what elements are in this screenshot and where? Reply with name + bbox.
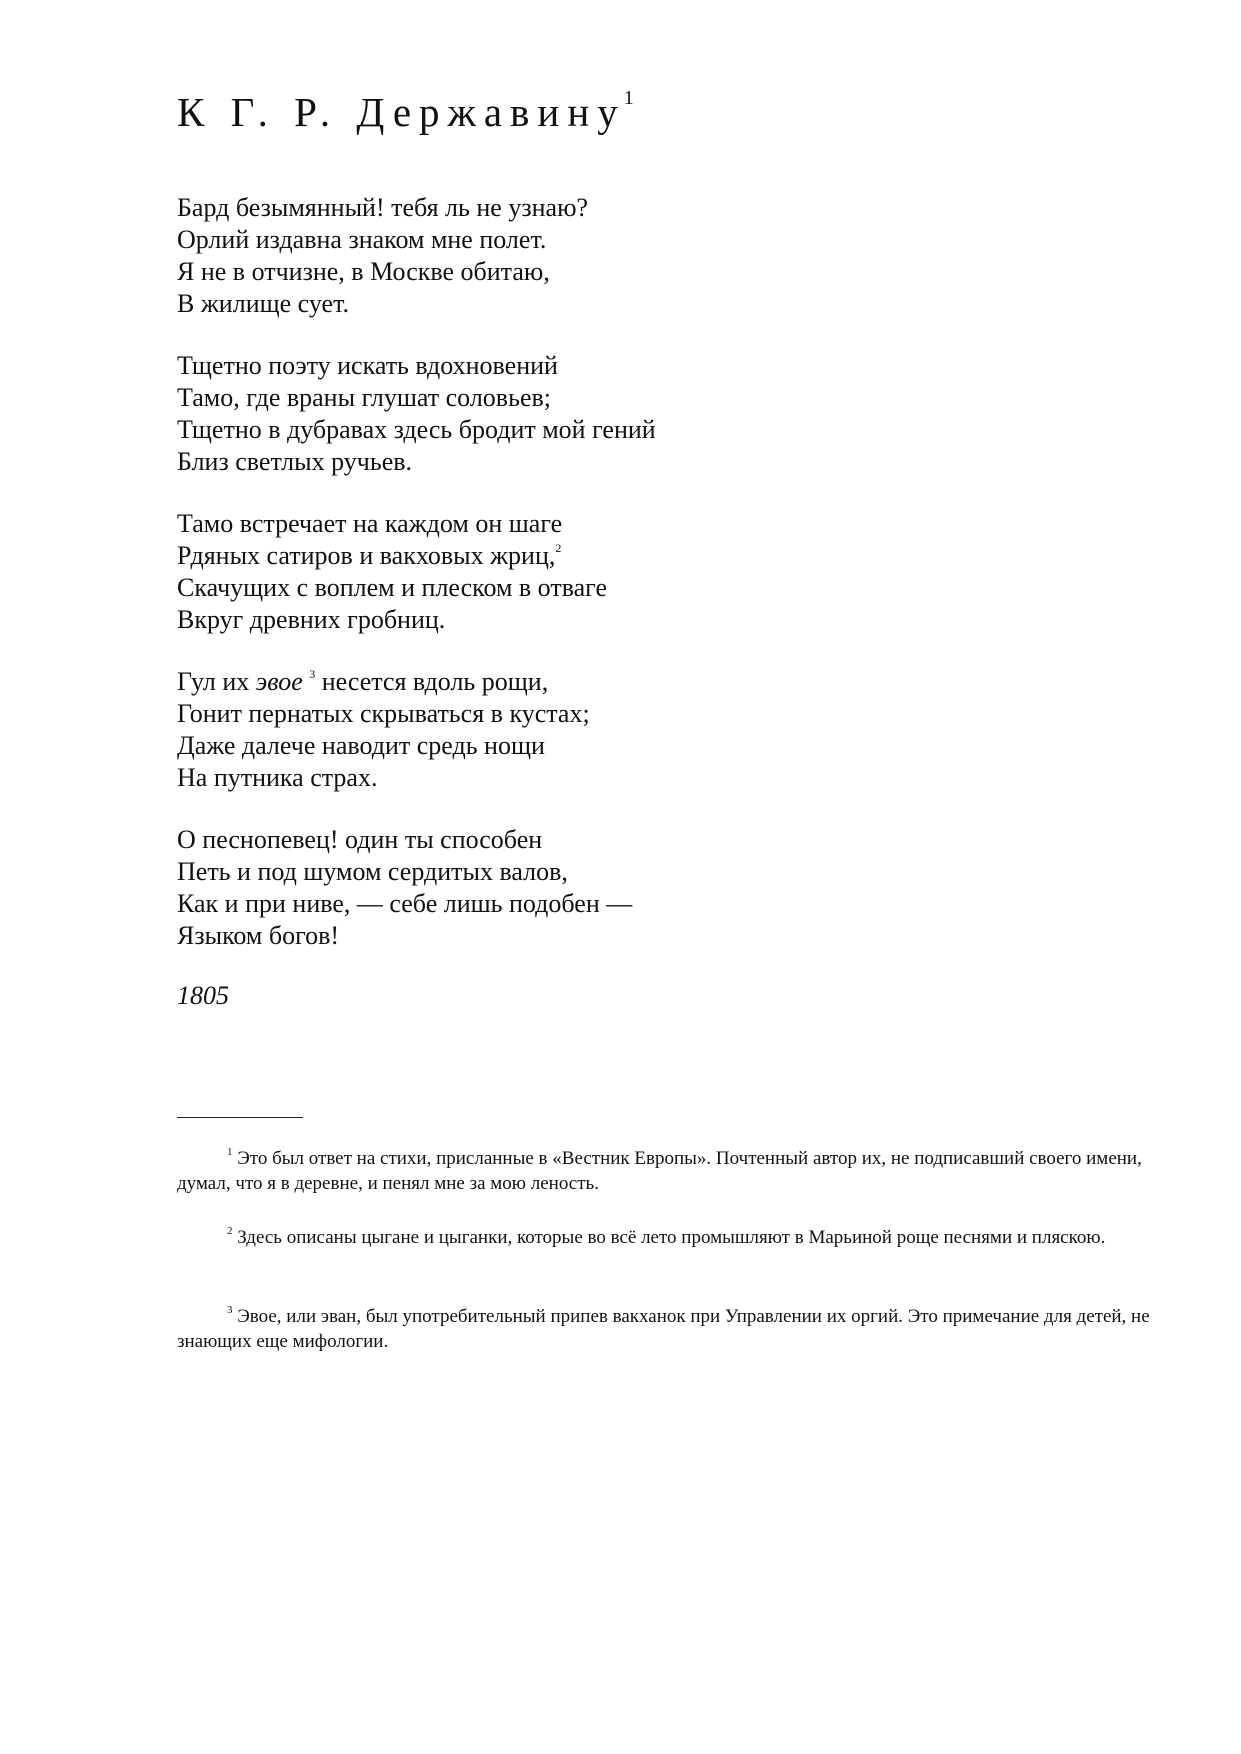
stanza-1 — [177, 192, 588, 320]
verse-line-text: Рдяных сатиров и вакховых жриц, — [177, 541, 556, 570]
verse-line-text: несется вдоль рощи, — [321, 667, 549, 696]
poem-title — [177, 88, 634, 133]
verse-line: Языком богов! — [177, 921, 340, 950]
verse-line: Даже далече наводит средь нощи — [177, 731, 545, 760]
footnote-number: 3 — [227, 1304, 233, 1316]
verse-line: Тщетно поэту искать вдохновений — [177, 351, 558, 380]
verse-line: Близ светлых ручьев. — [177, 447, 413, 476]
footnote-1 — [177, 1146, 1152, 1196]
stanza-3 — [177, 508, 607, 636]
footnote-ref-2[interactable]: 2 — [555, 541, 562, 555]
verse-line — [177, 540, 607, 572]
footnote-text: Это был ответ на стихи, присланные в «Вестник Европы». Почтенный автор их, не подписавший своего имени, думал, что я в деревне, и пенял мне за мою леность. — [177, 1148, 1142, 1194]
verse-line: На путника страх. — [177, 763, 378, 792]
verse-line — [177, 666, 590, 698]
verse-line: Тамо, где враны глушат соловьев; — [177, 383, 551, 412]
footnote-separator — [177, 1117, 303, 1118]
footnote-2 — [177, 1225, 1152, 1250]
evoe-word: эвое — [255, 667, 303, 696]
stanza-2 — [177, 350, 656, 478]
verse-line: Гонит пернатых скрываться в кустах; — [177, 699, 590, 728]
verse-line: Петь и под шумом сердитых валов, — [177, 857, 568, 886]
verse-line: Бард безымянный! тебя ль не узнаю? — [177, 193, 589, 222]
verse-line: Орлий издавна знаком мне полет. — [177, 225, 547, 254]
footnote-text: Эвое, или эван, был употребительный припев вакханок при Управлении их оргий. Это примечание для детей, не знающих еще мифологии. — [177, 1306, 1150, 1352]
verse-line: Вкруг древних гробниц. — [177, 605, 446, 634]
verse-line: Тамо встречает на каждом он шаге — [177, 509, 563, 538]
stanza-5 — [177, 824, 632, 952]
verse-line: Я не в отчизне, в Москве обитаю, — [177, 257, 550, 286]
footnote-text: Здесь описаны цыгане и цыганки, которые во всё лето промышляют в Марьиной роще песнями и пляскою. — [237, 1227, 1106, 1248]
footnote-ref-3[interactable]: 3 — [309, 667, 316, 681]
footnote-ref-1[interactable]: 1 — [623, 87, 634, 109]
verse-line-text: Гул их — [177, 667, 250, 696]
verse-line: Скачущих с воплем и плеском в отваге — [177, 573, 608, 602]
stanza-4 — [177, 666, 590, 794]
verse-line: В жилище сует. — [177, 289, 349, 318]
poem-year: 1805 — [177, 981, 229, 1010]
footnote-number: 1 — [227, 1146, 233, 1158]
verse-line: Тщетно в дубравах здесь бродит мой гений — [177, 415, 656, 444]
poem-title-text: К Г. Р. Державину — [177, 89, 626, 135]
verse-line: Как и при ниве, — себе лишь подобен — — [177, 889, 633, 918]
footnote-3 — [177, 1304, 1152, 1354]
verse-line: О песнопевец! один ты способен — [177, 825, 543, 854]
footnote-number: 2 — [227, 1225, 233, 1237]
